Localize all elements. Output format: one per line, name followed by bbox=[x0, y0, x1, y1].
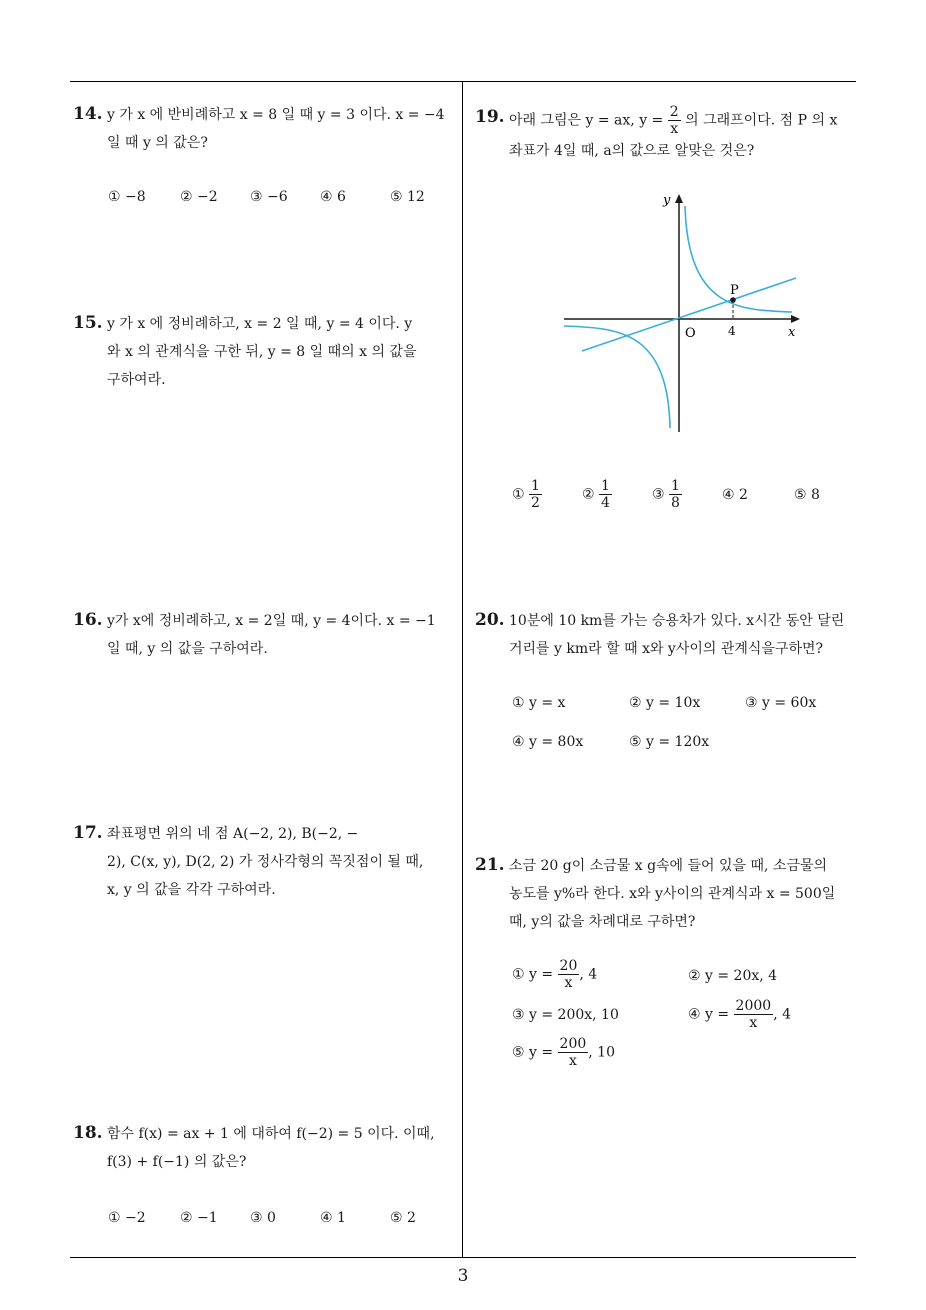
question-text bbox=[509, 104, 865, 165]
question-line: y 가 x 에 반비례하고 x = 8 일 때 y = 3 이다. x = −4 bbox=[107, 107, 445, 123]
question-line: y 가 x 에 정비례하고, x = 2 일 때, y = 4 이다. y bbox=[107, 316, 413, 332]
top-rule bbox=[70, 81, 856, 82]
fraction-numerator: 200 bbox=[559, 1036, 587, 1052]
column-divider bbox=[462, 81, 463, 1258]
choice-3[interactable]: ③ y = 200x, 10 bbox=[512, 1007, 619, 1023]
fraction-denominator: x bbox=[670, 121, 679, 137]
question-line: x, y 의 값을 각각 구하여라. bbox=[107, 882, 276, 898]
question-14 bbox=[73, 101, 458, 157]
choice-mark: ① y = bbox=[512, 966, 554, 983]
fraction bbox=[668, 104, 681, 137]
question-number: 15. bbox=[73, 313, 103, 333]
fraction-numerator: 20 bbox=[559, 958, 578, 974]
choice-4[interactable] bbox=[722, 487, 748, 503]
question-19 bbox=[475, 104, 865, 165]
bottom-rule bbox=[70, 1257, 856, 1258]
question-21 bbox=[475, 852, 865, 936]
point-p bbox=[730, 297, 736, 303]
question-line: 10분에 10 km를 가는 승용차가 있다. x시간 동안 달린 bbox=[509, 613, 845, 629]
question-text bbox=[107, 101, 458, 157]
origin-label: O bbox=[685, 326, 696, 341]
fraction-numerator: 2 bbox=[669, 104, 679, 120]
fraction-denominator: 2 bbox=[531, 495, 540, 511]
fraction-denominator: x bbox=[564, 975, 573, 991]
question-line: 거리를 y km라 할 때 x와 y사이의 관계식을구하면? bbox=[509, 641, 824, 657]
question-line: 때, y의 값을 차례대로 구하면? bbox=[509, 914, 696, 930]
choice-4[interactable]: ④ y = 80x bbox=[512, 734, 584, 750]
question-line-part: 의 그래프이다. 점 P 의 x bbox=[685, 112, 838, 129]
choice-3[interactable]: ③ y = 60x bbox=[745, 695, 817, 711]
choice-tail: , 4 bbox=[579, 966, 598, 983]
question-number: 19. bbox=[475, 107, 505, 127]
choice-mark: ④ y = bbox=[688, 1006, 730, 1023]
question-number: 18. bbox=[73, 1123, 103, 1143]
fraction-numerator: 1 bbox=[531, 478, 540, 494]
fraction bbox=[669, 478, 682, 511]
choice-1[interactable]: ① y = x bbox=[512, 695, 566, 711]
fraction-denominator: 4 bbox=[601, 495, 610, 511]
fraction-numerator: 2000 bbox=[735, 998, 772, 1014]
choice-value: 2 bbox=[739, 487, 748, 503]
point-p-label: P bbox=[730, 283, 739, 298]
choice-2[interactable]: ② −1 bbox=[180, 1210, 218, 1226]
choice-5[interactable]: ⑤ 12 bbox=[390, 189, 425, 205]
choice-4[interactable] bbox=[688, 998, 791, 1031]
choice-mark: ② bbox=[582, 486, 595, 503]
q19-graph bbox=[560, 190, 805, 440]
question-line: 2), C(x, y), D(2, 2) 가 정사각형의 꼭짓점이 될 때, bbox=[107, 854, 424, 870]
question-18 bbox=[73, 1120, 458, 1176]
choice-2[interactable]: ② y = 10x bbox=[629, 695, 701, 711]
fraction bbox=[558, 1036, 589, 1069]
question-line: 와 x 의 관계식을 구한 뒤, y = 8 일 때의 x 의 값을 bbox=[107, 344, 417, 360]
y-axis-arrow bbox=[675, 194, 683, 203]
question-16 bbox=[73, 607, 458, 663]
fraction bbox=[529, 478, 542, 511]
fraction bbox=[734, 998, 774, 1031]
choice-tail: , 4 bbox=[773, 1006, 791, 1023]
choice-value: 8 bbox=[811, 487, 820, 503]
choice-2[interactable] bbox=[582, 478, 612, 511]
choice-1[interactable]: ① −8 bbox=[108, 189, 146, 205]
question-text bbox=[509, 607, 865, 663]
fraction bbox=[558, 958, 580, 991]
choice-1[interactable]: ① −2 bbox=[108, 1210, 146, 1226]
question-number: 21. bbox=[475, 855, 505, 875]
tick-label-4: 4 bbox=[728, 324, 736, 338]
fraction-numerator: 1 bbox=[671, 478, 680, 494]
fraction bbox=[599, 478, 612, 511]
x-axis-label: x bbox=[788, 325, 796, 340]
choice-1[interactable] bbox=[512, 958, 597, 991]
question-line: 좌표평면 위의 네 점 A(−2, 2), B(−2, − bbox=[107, 826, 359, 842]
hyperbola-branch-left bbox=[564, 326, 670, 428]
question-text bbox=[107, 310, 458, 394]
question-line: 일 때, y 의 값을 구하여라. bbox=[107, 641, 268, 657]
choice-tail: , 10 bbox=[588, 1044, 615, 1061]
choice-mark: ③ bbox=[652, 486, 665, 503]
question-line-part: 아래 그림은 y = ax, y = bbox=[509, 112, 664, 129]
choice-5[interactable] bbox=[794, 487, 820, 503]
fraction-denominator: 8 bbox=[671, 495, 680, 511]
choice-3[interactable]: ③ 0 bbox=[250, 1210, 276, 1226]
choice-5[interactable]: ⑤ y = 120x bbox=[629, 734, 710, 750]
question-line: 농도를 y%라 한다. x와 y사이의 관계식과 x = 500일 bbox=[509, 886, 836, 902]
x-axis-arrow bbox=[791, 315, 800, 323]
question-line: y가 x에 정비례하고, x = 2일 때, y = 4이다. x = −1 bbox=[107, 613, 436, 629]
question-20 bbox=[475, 607, 865, 663]
question-number: 14. bbox=[73, 104, 103, 124]
question-text bbox=[509, 852, 865, 936]
choice-4[interactable]: ④ 6 bbox=[320, 189, 346, 205]
question-line bbox=[509, 104, 865, 137]
question-text bbox=[107, 820, 458, 904]
question-line: 일 때 y 의 값은? bbox=[107, 135, 208, 151]
question-text bbox=[107, 1120, 458, 1176]
choice-mark: ⑤ y = bbox=[512, 1044, 554, 1061]
fraction-numerator: 1 bbox=[601, 478, 610, 494]
question-17 bbox=[73, 820, 458, 904]
choice-mark: ① bbox=[512, 486, 525, 503]
choice-5[interactable] bbox=[512, 1036, 615, 1069]
question-line: 좌표가 4일 때, a의 값으로 알맞은 것은? bbox=[509, 143, 755, 159]
choice-4[interactable]: ④ 1 bbox=[320, 1210, 346, 1226]
question-line: 구하여라. bbox=[107, 372, 166, 388]
choice-3[interactable] bbox=[652, 478, 682, 511]
fraction-denominator: x bbox=[568, 1053, 577, 1069]
question-number: 16. bbox=[73, 610, 103, 630]
question-line: 소금 20 g이 소금물 x g속에 들어 있을 때, 소금물의 bbox=[509, 858, 828, 874]
choice-1[interactable] bbox=[512, 478, 542, 511]
question-line: 함수 f(x) = ax + 1 에 대하여 f(−2) = 5 이다. 이때, bbox=[107, 1126, 435, 1142]
fraction-denominator: x bbox=[749, 1015, 758, 1031]
page-number: 3 bbox=[457, 1266, 469, 1286]
question-number: 17. bbox=[73, 823, 103, 843]
choice-mark: ④ bbox=[722, 487, 735, 503]
choice-2[interactable]: ② −2 bbox=[180, 189, 218, 205]
choice-2[interactable]: ② y = 20x, 4 bbox=[688, 968, 778, 984]
question-line: f(3) + f(−1) 의 값은? bbox=[107, 1154, 247, 1170]
question-text bbox=[107, 607, 458, 663]
question-number: 20. bbox=[475, 610, 505, 630]
y-axis-label: y bbox=[663, 193, 671, 208]
choice-5[interactable]: ⑤ 2 bbox=[390, 1210, 416, 1226]
choice-3[interactable]: ③ −6 bbox=[250, 189, 288, 205]
choice-mark: ⑤ bbox=[794, 487, 807, 503]
question-15 bbox=[73, 310, 458, 394]
